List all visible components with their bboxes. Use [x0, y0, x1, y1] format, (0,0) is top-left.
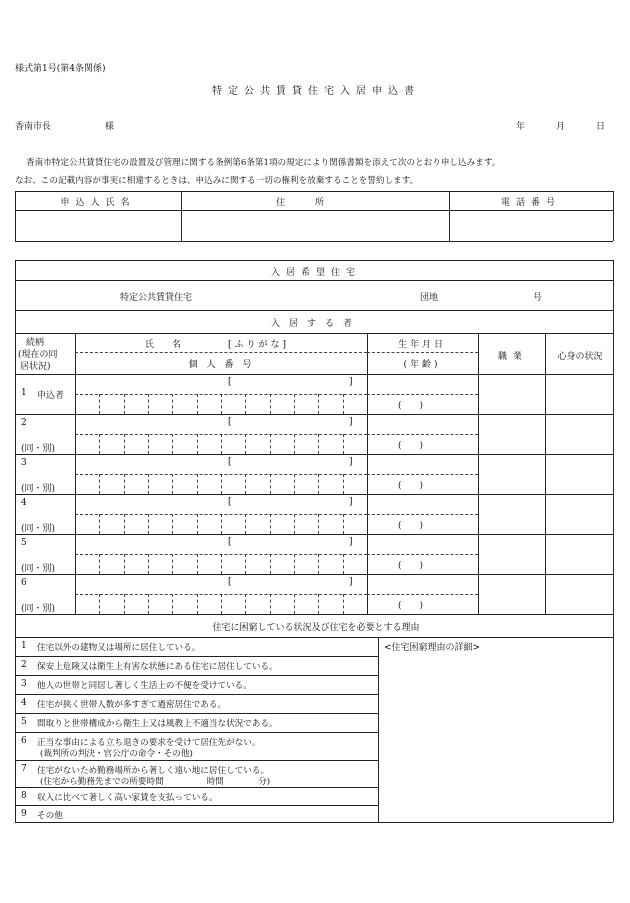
age-field[interactable]	[368, 595, 477, 613]
reason-number: 8	[21, 791, 27, 801]
housing-type: 特定公共賃貸住宅	[120, 293, 193, 303]
reason-text: 収入に比べて著しく高い家賃を支払っている。	[37, 793, 218, 803]
honorific: 様	[105, 122, 115, 132]
reason-number: 7	[21, 764, 27, 774]
occupation-field[interactable]	[479, 535, 544, 573]
resident-status: (同・別)	[21, 604, 56, 614]
health-field[interactable]	[546, 535, 612, 573]
date-day: 日	[596, 122, 606, 132]
bracket-close: ]	[349, 417, 353, 427]
reason-text: 住宅以外の建物又は場所に居住している。	[37, 643, 201, 653]
age-field[interactable]	[368, 555, 477, 573]
bracket-open: [	[228, 457, 232, 467]
individual-number-field[interactable]	[76, 395, 366, 413]
bracket-close: ]	[349, 377, 353, 387]
reason-divider	[15, 656, 378, 657]
residents-header: 入居する者	[270, 319, 362, 329]
bracket-open: [	[228, 417, 232, 427]
bracket-close: ]	[349, 497, 353, 507]
applicant-name-field[interactable]	[16, 211, 180, 240]
reason-detail-label: <住宅困窮理由の詳細>	[384, 643, 481, 653]
page-title: 特定公共賃貸住宅入居申込書	[212, 86, 420, 97]
resident-name-field[interactable]	[76, 415, 366, 433]
reason-number: 5	[21, 717, 27, 727]
resident-name-field[interactable]	[76, 535, 366, 553]
occupation-field[interactable]	[479, 495, 544, 533]
relation-header-1: 続柄	[26, 338, 45, 348]
form-number: 様式第1号(第4条関係)	[15, 64, 106, 74]
reason-number: 6	[21, 736, 27, 746]
reason-number: 1	[21, 641, 27, 651]
age-header: (年齢)	[403, 360, 441, 370]
individual-number-field[interactable]	[76, 435, 366, 453]
reason-detail-field[interactable]	[379, 652, 612, 821]
reason-divider	[15, 713, 378, 714]
birthdate-field[interactable]	[368, 415, 477, 433]
housing-complex: 団地	[420, 293, 439, 303]
address-field[interactable]	[182, 211, 448, 240]
resident-name-field[interactable]	[76, 375, 366, 393]
birthdate-field[interactable]	[368, 575, 477, 593]
resident-number: 5	[21, 538, 27, 548]
birthdate-field[interactable]	[368, 455, 477, 473]
addressee: 香南市長	[15, 122, 52, 132]
age-field[interactable]	[368, 515, 477, 533]
reason-number: 3	[21, 679, 27, 689]
reason-divider	[15, 787, 378, 788]
reason-number: 9	[21, 809, 27, 819]
reason-text: 住宅がないため勤務場所から著しく遠い地に居住している。	[37, 766, 270, 776]
resident-number: 4	[21, 498, 27, 508]
reason-text: 正当な事由による立ち退きの要求を受けて居住先がない。	[37, 738, 261, 748]
age-paren: ( )	[398, 601, 424, 611]
health-field[interactable]	[546, 375, 612, 413]
job-header: 職業	[497, 352, 529, 362]
resident-label: 申込者	[37, 391, 65, 401]
occupation-field[interactable]	[479, 455, 544, 493]
individual-number-field[interactable]	[76, 555, 366, 573]
occupation-field[interactable]	[479, 575, 544, 613]
resident-number: 1	[21, 388, 27, 398]
reason-divider	[15, 805, 378, 806]
applicant-name-header: 申込人氏名	[60, 198, 136, 208]
reason-subtext: (裁判所の判決・官公庁の命令・その他)	[40, 749, 193, 759]
occupation-field[interactable]	[479, 415, 544, 453]
birthdate-field[interactable]	[368, 535, 477, 553]
age-paren: ( )	[398, 521, 424, 531]
age-field[interactable]	[368, 435, 477, 453]
resident-name-field[interactable]	[76, 495, 366, 513]
health-field[interactable]	[546, 495, 612, 533]
birth-header: 生年月日	[397, 340, 447, 350]
reason-divider	[15, 675, 378, 676]
housing-number: 号	[533, 293, 543, 303]
bracket-open: [	[228, 577, 232, 587]
reason-text: 他人の世帯と同居し著しく生活上の不便を受けている。	[37, 681, 252, 691]
resident-status: (同・別)	[21, 524, 56, 534]
resident-status: (同・別)	[21, 484, 56, 494]
resident-name-field[interactable]	[76, 575, 366, 593]
health-field[interactable]	[546, 575, 612, 613]
bracket-close: ]	[349, 457, 353, 467]
age-paren: ( )	[398, 481, 424, 491]
reason-number: 4	[21, 698, 27, 708]
phone-header: 電話番号	[500, 198, 562, 208]
bracket-open: [	[228, 537, 232, 547]
id-number-header: 個 人 番 号	[188, 360, 252, 370]
occupation-field[interactable]	[479, 375, 544, 413]
address-header: 住所	[275, 198, 355, 208]
health-field[interactable]	[546, 455, 612, 493]
reason-subtext: (住宅から勤務先までの所要時間 時間 分)	[40, 777, 271, 787]
health-field[interactable]	[546, 415, 612, 453]
reason-divider	[15, 694, 378, 695]
date-month: 月	[556, 122, 566, 132]
age-field[interactable]	[368, 395, 477, 413]
housing-header: 入居希望住宅	[270, 268, 362, 278]
phone-field[interactable]	[450, 211, 612, 240]
reason-divider	[15, 760, 378, 761]
individual-number-field[interactable]	[76, 595, 366, 613]
resident-number: 2	[21, 418, 27, 428]
name-header: 氏 名	[145, 340, 182, 350]
intro-line-2: なお、この記載内容が事実に相違するときは、申込みに関する一切の権利を放棄することを誓約します。	[15, 176, 419, 186]
bracket-close: ]	[349, 537, 353, 547]
reason-text: 住宅が狭く世帯人数が多すぎて過密居住である。	[37, 700, 227, 710]
resident-name-field[interactable]	[76, 455, 366, 473]
individual-number-field[interactable]	[76, 515, 366, 533]
reason-number: 2	[21, 660, 27, 670]
reason-text: その他	[37, 811, 63, 821]
bracket-close: ]	[349, 577, 353, 587]
reason-text: 保安上危険又は衛生上有害な状態にある住宅に居住している。	[37, 662, 278, 672]
birthdate-field[interactable]	[368, 375, 477, 393]
relation-header-2: (現在の同	[18, 350, 58, 360]
intro-line-1: 香南市特定公共賃貸住宅の設置及び管理に関する条例第6条第1項の規定により関係書類を添えて次のとおり申し込みます。	[26, 158, 501, 168]
furigana-header: [ふりがな]	[228, 340, 290, 350]
individual-number-field[interactable]	[76, 475, 366, 493]
age-paren: ( )	[398, 441, 424, 451]
date-year: 年	[516, 122, 526, 132]
resident-status: (同・別)	[21, 564, 56, 574]
resident-number: 6	[21, 578, 27, 588]
resident-number: 3	[21, 458, 27, 468]
age-paren: ( )	[398, 401, 424, 411]
bracket-open: [	[228, 497, 232, 507]
age-paren: ( )	[398, 561, 424, 571]
age-field[interactable]	[368, 475, 477, 493]
reason-text: 間取りと世帯構成から衛生上又は風教上不適当な状況である。	[37, 719, 278, 729]
reasons-header: 住宅に困窮している状況及び住宅を必要とする理由	[212, 623, 420, 633]
relation-header-3: 居状況)	[20, 362, 51, 372]
birthdate-field[interactable]	[368, 495, 477, 513]
resident-status: (同・別)	[21, 444, 56, 454]
reason-divider	[15, 732, 378, 733]
health-header: 心身の状況	[557, 352, 603, 362]
bracket-open: [	[228, 377, 232, 387]
